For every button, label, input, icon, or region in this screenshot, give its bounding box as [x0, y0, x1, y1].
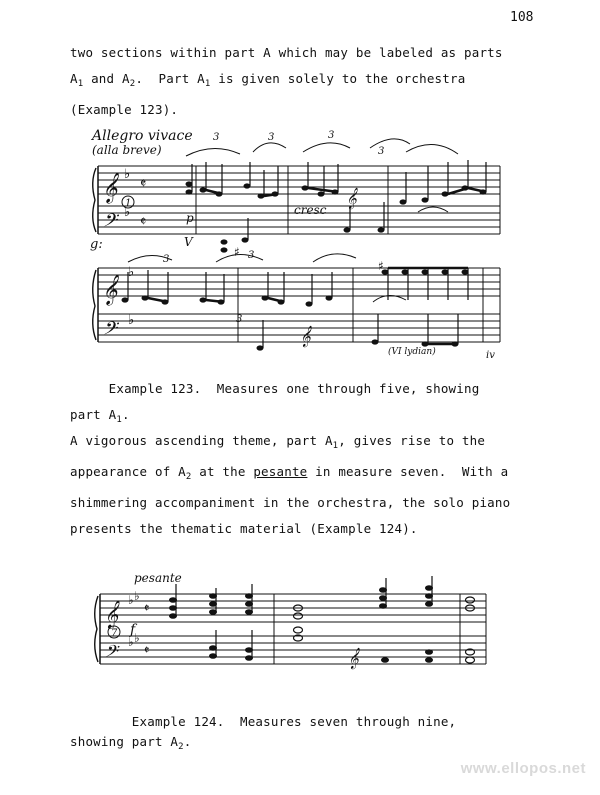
treble-clef-icon: 𝄞	[346, 188, 357, 209]
caption1-line2: part A	[70, 407, 117, 422]
svg-text:♭: ♭	[128, 593, 134, 607]
tempo-note: (alla breve)	[92, 143, 162, 157]
tempo-marking: Allegro vivace	[92, 128, 193, 144]
caption1-punct: .	[121, 407, 130, 422]
subscript: 2	[129, 79, 136, 89]
svg-text:♭: ♭	[128, 635, 134, 649]
bass-clef-icon: 𝄢	[102, 211, 117, 236]
key-label: g:	[90, 237, 103, 252]
bass-clef-icon: 𝄢	[104, 641, 117, 665]
tuplet-3: 3	[378, 146, 385, 157]
page-number: 108	[510, 10, 534, 25]
harmonic-annotation: (VI lydian)	[388, 347, 436, 357]
tuplet-3: 3	[163, 254, 170, 265]
para1-line1: two sections within part A which may be labeled as parts	[70, 45, 503, 60]
tuplet-3: 3	[248, 250, 255, 261]
para1-line3: (Example 123).	[70, 102, 179, 117]
caption2-punct: .	[183, 734, 192, 749]
treble-clef-icon: 𝄞	[348, 648, 359, 669]
example-124-score	[88, 572, 508, 672]
bass-clef-icon: 𝄢	[102, 319, 117, 344]
pesante-underlined: pesante	[253, 464, 308, 479]
svg-text:♭: ♭	[134, 631, 140, 645]
svg-text:𝄵: 𝄵	[140, 176, 147, 192]
subscript: 1	[77, 79, 84, 89]
para1-text: and A	[83, 71, 130, 86]
p-dynamic: p	[186, 211, 194, 225]
svg-text:♭: ♭	[128, 313, 135, 328]
para2-text: at the	[191, 464, 254, 479]
svg-text:𝄵: 𝄵	[144, 601, 150, 615]
tuplet-3: 3	[213, 132, 220, 143]
svg-text:𝄵: 𝄵	[140, 214, 147, 230]
svg-text:𝄵: 𝄵	[144, 643, 150, 657]
treble-clef-icon: 𝄞	[104, 600, 119, 628]
svg-text:♭: ♭	[124, 167, 131, 182]
treble-clef-icon: 𝄞	[102, 173, 118, 203]
f-dynamic: f	[130, 622, 136, 638]
paragraph-1	[70, 40, 503, 123]
subscript: 1	[116, 415, 122, 425]
para2-text: , gives rise to the	[338, 433, 486, 448]
subscript: 1	[204, 79, 211, 89]
para2-line3: shimmering accompaniment in the orchestra, the solo piano	[70, 495, 511, 510]
svg-text:♭: ♭	[124, 205, 131, 220]
para2-text: A vigorous ascending theme, part A	[70, 433, 333, 448]
subscript: 2	[178, 742, 184, 752]
caption2-line1: Example 124. Measures seven through nine,	[70, 714, 457, 729]
subscript: 1	[332, 441, 339, 451]
pesante-marking: pesante	[134, 572, 182, 585]
tuplet-3: 3	[268, 132, 275, 143]
watermark: www.ellopos.net	[460, 760, 586, 777]
caption-example-124	[70, 712, 456, 757]
subscript: 2	[185, 472, 192, 482]
caption1-line1: Example 123. Measures one through five, showing	[70, 381, 480, 396]
svg-text:♯: ♯	[378, 259, 384, 273]
paragraph-2	[70, 428, 510, 542]
svg-text:♯: ♯	[234, 245, 240, 259]
para1-text: is given solely to the orchestra	[210, 71, 466, 86]
para1-text: . Part A	[135, 71, 205, 86]
caption2-line2: showing part A	[70, 734, 179, 749]
para2-text: appearance of A	[70, 464, 186, 479]
para1-text: A	[70, 71, 78, 86]
circled-measure-number: 1	[125, 198, 132, 209]
para2-line4: presents the thematic material (Example 124).	[70, 521, 418, 536]
tuplet-3: 3	[328, 130, 335, 141]
roman-numeral-v: V	[184, 235, 193, 249]
treble-clef-icon: 𝄞	[102, 275, 118, 305]
example-123-score	[88, 122, 508, 362]
treble-clef-icon: 𝄞	[300, 326, 311, 347]
tuplet-3: 3	[236, 314, 243, 325]
svg-text:♭: ♭	[134, 589, 140, 603]
svg-text:♭: ♭	[128, 265, 135, 280]
roman-numeral-iv: iv	[486, 350, 495, 361]
caption-example-123	[70, 376, 479, 433]
cresc-marking: cresc	[294, 203, 327, 217]
para2-text: in measure seven. With a	[307, 464, 509, 479]
circled-measure-number: 7	[111, 628, 118, 639]
staff-lines	[98, 166, 500, 342]
